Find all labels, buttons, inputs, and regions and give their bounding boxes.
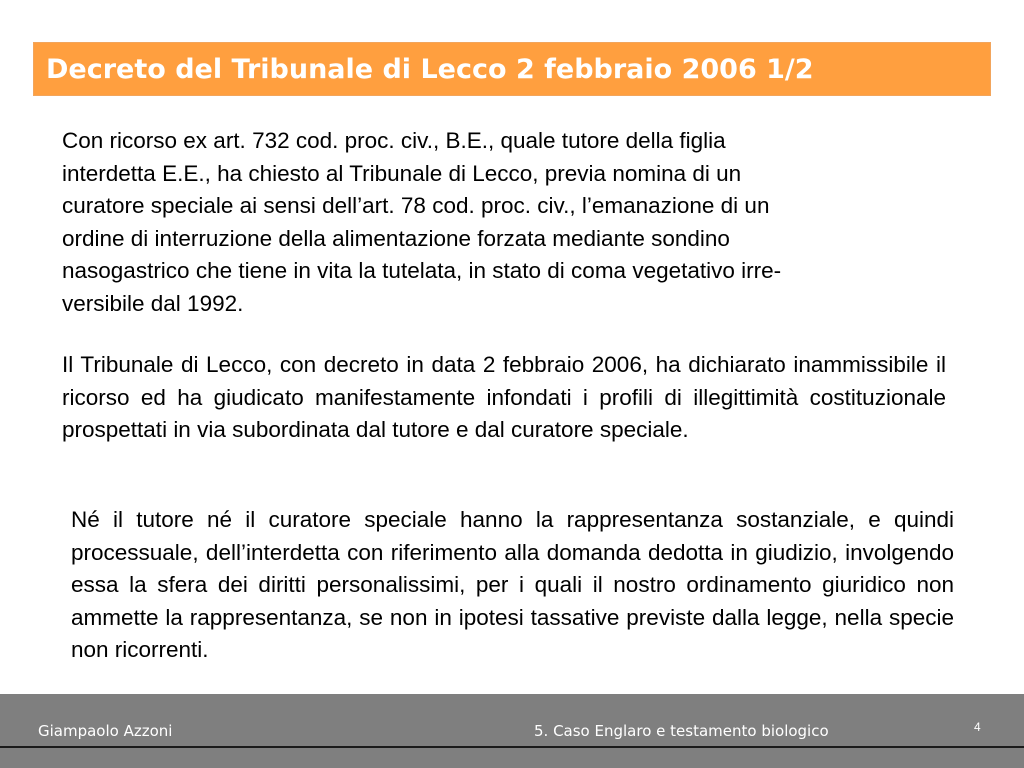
paragraph-1: Con ricorso ex art. 732 cod. proc. civ., B.E., quale tutore della figlia interdetta E.E., ha chiesto al Tribunale di Lecco, previa nomina di un curatore speciale ai sensi dell’art. 78 cod. proc. civ., l’emanazione di un ordine di interruzione della alimentazione forzata mediante sondino nasogastrico che tiene in vita la tutelata, in stato di coma vegetativo irre- versibile dal 1992. (62, 128, 782, 316)
paragraph-2: Il Tribunale di Lecco, con decreto in data 2 febbraio 2006, ha dichiarato inammissibile il ricorso ed ha giudicato manifestamente infondati i profili di illegittimità costituzionale prospettati in via subordinata dal tutore e dal curatore speciale. (62, 352, 946, 442)
footer-author: Giampaolo Azzoni (38, 722, 173, 740)
footer-topic: 5. Caso Englaro e testamento biologico (534, 722, 829, 740)
page-number: 4 (974, 720, 981, 734)
footer-divider (0, 746, 1024, 748)
slide-title: Decreto del Tribunale di Lecco 2 febbraio 2006 1/2 (46, 54, 814, 85)
title-bar (33, 42, 991, 96)
paragraph-3: Né il tutore né il curatore speciale hanno la rappresentanza sostanziale, e quindi processuale, dell’interdetta con riferimento alla domanda dedotta in giudizio, involgendo essa la sfera dei diritti personalissimi, per i quali il nostro ordinamento giuridico non ammette la rappresentanza, se non in ipotesi tassative previste dalla legge, nella specie non ricorrenti. (71, 507, 954, 662)
